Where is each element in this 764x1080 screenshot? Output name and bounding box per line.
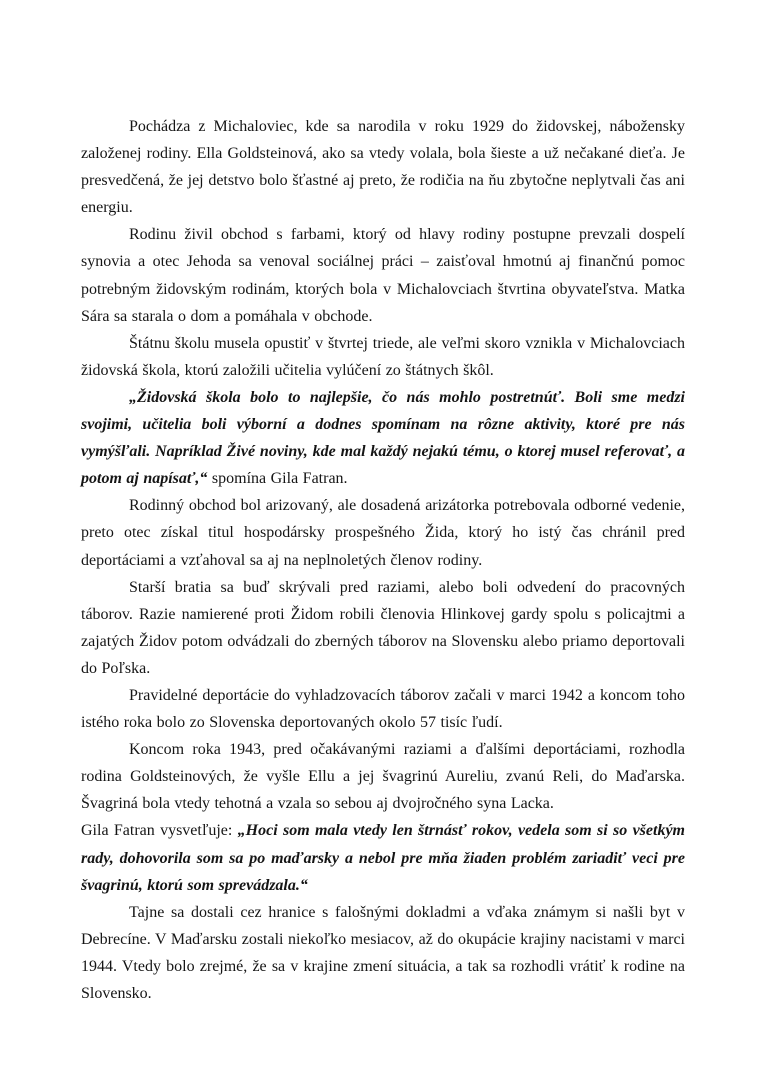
paragraph (81, 682, 685, 736)
paragraph (81, 492, 685, 573)
body-text: spomína Gila Fatran. (211, 470, 348, 488)
body-text: Starší bratia sa buď skrývali pred raziami, alebo boli odvedení do pracovných táborov. Razie namierené proti Židom robili členovia Hlinkovej gardy spolu s policajtmi a zajatých Židov potom odvádzali do zberných táborov na Slovensku alebo priamo deportovali do Poľska. (81, 578, 685, 677)
body-text: Pravidelné deportácie do vyhladzovacích táborov začali v marci 1942 a koncom toho istého roka bolo zo Slovenska deportovaných okolo 57 tisíc ľudí. (81, 686, 685, 732)
paragraph (81, 384, 685, 492)
quote-text: „Hoci som mala vtedy len štrnásť rokov, vedela som si so všetkým rady, dohovorila som sa po maďarsky a nebol pre mňa žiaden problém zariadiť veci pre švagrinú, ktorú som sprevádzala.“ (81, 822, 686, 894)
body-text: Koncom roka 1943, pred očakávanými raziami a ďalšími deportáciami, rozhodla rodina Goldsteinových, že vyšle Ellu a jej švagrinú Aureliu, zvanú Reli, do Maďarska. Švagriná bola vtedy tehotná a vzala so sebou aj dvojročného syna Lacka. (81, 741, 685, 813)
paragraph (81, 899, 685, 1007)
document-body (81, 113, 685, 1007)
paragraph (81, 113, 685, 221)
body-text: Rodinný obchod bol arizovaný, ale dosadená arizátorka potrebovala odborné vedenie, preto otec získal titul hospodársky prospešného Žida, ktorý ho istý čas chránil pred deportáciami a vzťahoval sa aj na neplnoletých členov rodiny. (81, 497, 685, 569)
paragraph (81, 817, 685, 898)
paragraph (81, 330, 685, 384)
quote-text: „Židovská škola bolo to najlepšie, čo nás mohlo postretnúť. Boli sme medzi svojimi, učitelia boli výborní a dodnes spomínam na rôzne aktivity, ktoré pre nás vymýšľali. Napríklad Živé noviny, kde mal každý nejakú tému, o ktorej musel referovať, a potom aj napísať,“ (81, 388, 685, 488)
paragraph (81, 574, 685, 682)
body-text: Tajne sa dostali cez hranice s falošnými dokladmi a vďaka známym si našli byt v Debrecíne. V Maďarsku zostali niekoľko mesiacov, až do okupácie krajiny nacistami v marci 1944. Vtedy bolo zrejmé, že sa v krajine zmení situácia, a tak sa rozhodli vrátiť k rodine na Slovensko. (81, 903, 685, 1002)
paragraph (81, 221, 685, 329)
body-text: Rodinu živil obchod s farbami, ktorý od hlavy rodiny postupne prevzali dospelí synovia a otec Jehoda sa venoval sociálnej práci – zaisťoval hmotnú aj finančnú pomoc potrebným židovským rodinám, ktorých bola v Michalovciach štvrtina obyvateľstva. Matka Sára sa starala o dom a pomáhala v obchode. (81, 226, 685, 325)
body-text: Gila Fatran vysvetľuje: (81, 822, 238, 840)
paragraph (81, 736, 685, 817)
body-text: Štátnu školu musela opustiť v štvrtej triede, ale veľmi skoro vznikla v Michalovciach židovská škola, ktorú založili učitelia vylúčení zo štátnych škôl. (81, 334, 685, 379)
body-text: Pochádza z Michaloviec, kde sa narodila v roku 1929 do židovskej, nábožensky založenej rodiny. Ella Goldsteinová, ako sa vtedy volala, bola šieste a už nečakané dieťa. Je presvedčená, že jej detstvo bolo šťastné aj preto, že rodičia na ňu zbytočne neplytvali čas ani energiu. (81, 118, 685, 217)
